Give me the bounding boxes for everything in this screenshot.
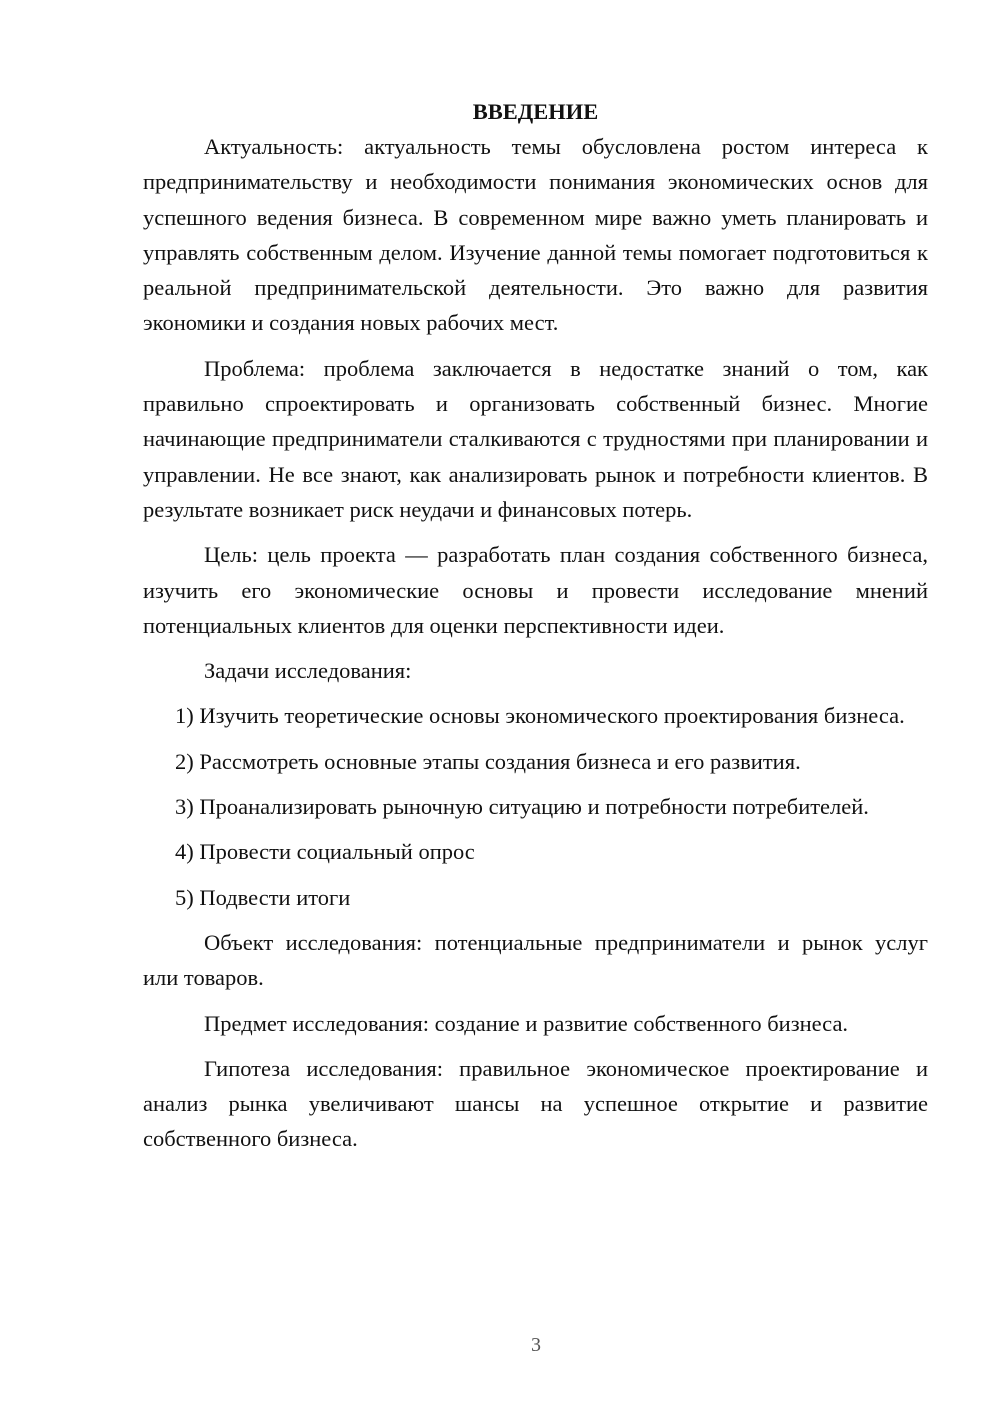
relevance-paragraph: Актуальность: актуальность темы обусловлена ростом интереса к предпринимательству и необходимости понимания экономических основ для успешного ведения бизнеса. В современном мире важно уметь планировать и управлять собственным делом. Изучение данной темы помогает подготовиться к реальной предпринимательской деятельности. Это важно для развития экономики и создания новых рабочих мест. xyxy=(143,134,928,336)
object-paragraph: Объект исследования: потенциальные предприниматели и рынок услуг или товаров. xyxy=(143,929,928,991)
task-item-2: 2) Рассмотреть основные этапы создания бизнеса и его развития. xyxy=(175,748,801,774)
page-number: 3 xyxy=(531,1334,541,1356)
subject-paragraph: Предмет исследования: создание и развитие собственного бизнеса. xyxy=(204,1010,849,1036)
hypothesis-paragraph: Гипотеза исследования: правильное экономическое проектирование и анализ рынка увеличивают шансы на успешное открытие и развитие собственного бизнеса. xyxy=(143,1055,928,1152)
problem-paragraph: Проблема: проблема заключается в недостатке знаний о том, как правильно спроектировать и организовать собственный бизнес. Многие начинающие предприниматели сталкиваются с трудностями при планировании и управлении. Не все знают, как анализировать рынок и потребности клиентов. В результате возникает риск неудачи и финансовых потерь. xyxy=(143,355,928,522)
task-item-4: 4) Провести социальный опрос xyxy=(175,839,475,865)
document-body xyxy=(143,94,928,1157)
task-item-5: 5) Подвести итоги xyxy=(175,884,351,910)
task-item-3: 3) Проанализировать рыночную ситуацию и потребности потребителей. xyxy=(175,794,869,820)
goal-paragraph: Цель: цель проекта — разработать план создания собственного бизнеса, изучить его экономические основы и провести исследование мнений потенциальных клиентов для оценки перспективности идеи. xyxy=(143,542,928,638)
task-item-1: 1) Изучить теоретические основы экономического проектирования бизнеса. xyxy=(175,703,905,729)
section-heading: ВВЕДЕНИЕ xyxy=(472,99,599,124)
tasks-title: Задачи исследования: xyxy=(204,658,412,684)
